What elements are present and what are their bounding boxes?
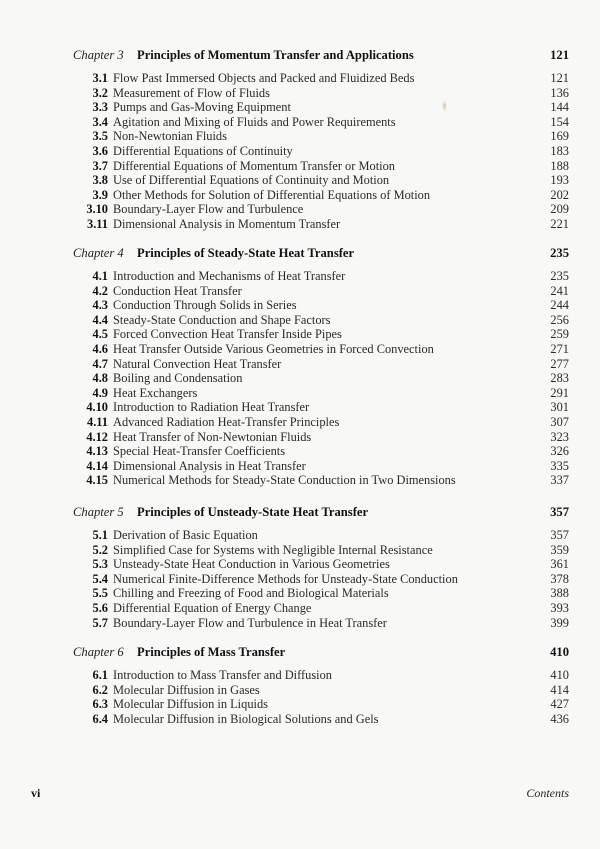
toc-entry[interactable]	[0, 459, 600, 474]
section-title: Boundary-Layer Flow and Turbulence	[113, 202, 304, 217]
toc-entry[interactable]	[0, 202, 600, 217]
toc-entry[interactable]	[0, 357, 600, 372]
chapter-label: Chapter 4	[73, 246, 124, 260]
section-page: 271	[550, 341, 569, 356]
section-number: 5.2	[92, 542, 108, 557]
section-page: 277	[550, 356, 569, 371]
toc-entry[interactable]	[0, 327, 600, 342]
section-page: 259	[550, 327, 569, 342]
section-page: 388	[550, 586, 569, 601]
section-page: 188	[550, 158, 569, 173]
section-page: 169	[550, 129, 569, 144]
section-page: 256	[550, 312, 569, 327]
section-title: Dimensional Analysis in Heat Transfer	[113, 458, 306, 473]
section-title: Heat Exchangers	[113, 385, 198, 400]
section-list	[0, 668, 600, 726]
section-number: 4.4	[92, 312, 108, 327]
section-title: Molecular Diffusion in Biological Solutions and Gels	[113, 711, 379, 726]
section-title: Differential Equations of Momentum Transfer or Motion	[113, 158, 395, 173]
section-number: 5.5	[92, 586, 108, 601]
section-page: 235	[550, 269, 569, 283]
section-number: 5.6	[92, 600, 108, 615]
section-page: 291	[550, 385, 569, 400]
section-title: Natural Convection Heat Transfer	[113, 356, 282, 371]
toc-entry[interactable]	[0, 313, 600, 328]
section-page: 183	[550, 143, 569, 158]
section-title: Heat Transfer of Non-Newtonian Fluids	[113, 429, 312, 444]
toc-entry[interactable]	[0, 269, 600, 284]
section-number: 4.15	[86, 473, 108, 488]
section-page: 301	[550, 400, 569, 415]
section-title: Numerical Finite-Difference Methods for Unsteady-State Conduction	[113, 571, 458, 586]
section-title: Introduction to Radiation Heat Transfer	[113, 400, 310, 415]
toc-entry[interactable]	[0, 298, 600, 313]
toc-entry[interactable]	[0, 100, 600, 115]
section-number: 5.7	[92, 615, 108, 630]
toc-entry[interactable]	[0, 415, 600, 430]
section-title: Derivation of Basic Equation	[113, 528, 258, 542]
section-number: 4.2	[92, 283, 108, 298]
section-title: Conduction Heat Transfer	[113, 283, 242, 298]
section-number: 6.2	[92, 682, 108, 697]
toc-entry[interactable]	[0, 284, 600, 299]
toc-entry[interactable]	[0, 543, 600, 558]
toc-entry[interactable]	[0, 557, 600, 572]
chapter-heading[interactable]	[0, 645, 600, 663]
toc-entry[interactable]	[0, 683, 600, 698]
section-title: Chilling and Freezing of Food and Biological Materials	[113, 586, 389, 601]
section-number: 4.3	[92, 298, 108, 313]
toc-entry[interactable]	[0, 430, 600, 445]
chapter-title: Principles of Steady-State Heat Transfer	[137, 246, 355, 260]
section-number: 4.12	[86, 429, 108, 444]
toc-entry[interactable]	[0, 159, 600, 174]
running-title: Contents	[526, 786, 569, 800]
section-title: Molecular Diffusion in Gases	[113, 682, 260, 697]
toc-entry[interactable]	[0, 444, 600, 459]
section-page: 337	[550, 473, 569, 488]
section-page: 361	[550, 557, 569, 572]
section-title: Use of Differential Equations of Continuity and Motion	[113, 173, 390, 188]
section-page: 209	[550, 202, 569, 217]
section-page: 427	[550, 697, 569, 712]
chapter-label: Chapter 5	[73, 505, 124, 519]
section-title: Numerical Methods for Steady-State Conduction in Two Dimensions	[113, 473, 456, 488]
section-number: 3.11	[87, 216, 108, 231]
section-list	[0, 528, 600, 630]
section-title: Non-Newtonian Fluids	[113, 129, 227, 144]
toc-entry[interactable]	[0, 188, 600, 203]
section-list	[0, 71, 600, 232]
section-title: Other Methods for Solution of Differential Equations of Motion	[113, 187, 431, 202]
section-list	[0, 269, 600, 488]
section-number: 4.13	[86, 444, 108, 459]
chapter-page: 410	[550, 645, 569, 659]
section-number: 5.1	[92, 528, 108, 542]
section-page: 221	[550, 216, 569, 231]
section-page: 202	[550, 187, 569, 202]
section-title: Differential Equations of Continuity	[113, 143, 293, 158]
toc-entry[interactable]	[0, 616, 600, 631]
chapter-section	[0, 505, 600, 630]
page-number: vi	[31, 786, 41, 800]
section-title: Unsteady-State Heat Conduction in Various Geometries	[113, 557, 390, 572]
section-page: 410	[550, 668, 569, 682]
section-number: 4.10	[86, 400, 108, 415]
toc-entry[interactable]	[0, 144, 600, 159]
section-number: 4.6	[92, 341, 108, 356]
section-number: 3.4	[92, 114, 108, 129]
section-number: 4.14	[86, 458, 108, 473]
section-number: 4.5	[92, 327, 108, 342]
section-title: Flow Past Immersed Objects and Packed and Fluidized Beds	[113, 71, 415, 85]
section-number: 3.10	[86, 202, 108, 217]
section-page: 378	[550, 571, 569, 586]
toc-entry[interactable]	[0, 217, 600, 232]
section-title: Conduction Through Solids in Series	[113, 298, 297, 313]
toc-entry[interactable]	[0, 572, 600, 587]
toc-entry[interactable]	[0, 668, 600, 683]
section-number: 6.1	[92, 668, 108, 682]
chapter-section	[0, 645, 600, 726]
section-page: 283	[550, 371, 569, 386]
section-title: Advanced Radiation Heat-Transfer Principles	[113, 414, 340, 429]
section-page: 136	[550, 85, 569, 100]
section-number: 3.9	[92, 187, 108, 202]
section-number: 5.4	[92, 571, 108, 586]
toc-entry[interactable]	[0, 115, 600, 130]
section-number: 4.7	[92, 356, 108, 371]
section-title: Molecular Diffusion in Liquids	[113, 697, 268, 712]
section-title: Agitation and Mixing of Fluids and Power Requirements	[113, 114, 396, 129]
toc-entry[interactable]	[0, 528, 600, 543]
chapter-page: 235	[550, 246, 569, 260]
section-title: Heat Transfer Outside Various Geometries in Forced Convection	[113, 341, 434, 356]
toc-entry[interactable]	[0, 586, 600, 601]
chapter-page: 121	[550, 48, 569, 62]
section-title: Differential Equation of Energy Change	[113, 600, 312, 615]
section-title: Boundary-Layer Flow and Turbulence in Heat Transfer	[113, 615, 387, 630]
toc-entry[interactable]	[0, 601, 600, 616]
section-page: 323	[550, 429, 569, 444]
section-title: Steady-State Conduction and Shape Factors	[113, 312, 331, 327]
section-page: 335	[550, 458, 569, 473]
chapter-section	[0, 48, 600, 232]
section-number: 5.3	[92, 557, 108, 572]
section-page: 326	[550, 444, 569, 459]
toc-entry[interactable]	[0, 129, 600, 144]
section-number: 3.6	[92, 143, 108, 158]
section-number: 4.9	[92, 385, 108, 400]
chapter-title: Principles of Unsteady-State Heat Transfer	[137, 505, 369, 519]
section-page: 144	[550, 100, 569, 115]
section-title: Special Heat-Transfer Coefficients	[113, 444, 286, 459]
section-page: 359	[550, 542, 569, 557]
chapter-label: Chapter 3	[73, 48, 124, 62]
chapter-heading[interactable]	[0, 48, 600, 66]
section-number: 6.3	[92, 697, 108, 712]
section-number: 3.7	[92, 158, 108, 173]
chapter-label: Chapter 6	[73, 645, 124, 659]
chapter-title: Principles of Mass Transfer	[137, 645, 286, 659]
section-title: Boiling and Condensation	[113, 371, 243, 386]
section-title: Introduction to Mass Transfer and Diffusion	[113, 668, 333, 682]
toc-entry[interactable]	[0, 173, 600, 188]
chapter-section	[0, 246, 600, 488]
chapter-title: Principles of Momentum Transfer and Applications	[137, 48, 414, 62]
toc-entry[interactable]	[0, 400, 600, 415]
section-page: 414	[550, 682, 569, 697]
section-number: 4.8	[92, 371, 108, 386]
chapter-heading[interactable]	[0, 246, 600, 264]
section-page: 244	[550, 298, 569, 313]
section-page: 307	[550, 414, 569, 429]
section-title: Introduction and Mechanisms of Heat Transfer	[113, 269, 346, 283]
toc-entry[interactable]	[0, 86, 600, 101]
toc-entry[interactable]	[0, 71, 600, 86]
toc-entry[interactable]	[0, 371, 600, 386]
section-number: 3.8	[92, 173, 108, 188]
section-page: 393	[550, 600, 569, 615]
section-page: 357	[550, 528, 569, 542]
chapter-heading[interactable]	[0, 505, 600, 523]
toc-entry[interactable]	[0, 342, 600, 357]
section-page: 154	[550, 114, 569, 129]
toc-entry[interactable]	[0, 473, 600, 488]
chapter-page: 357	[550, 505, 569, 519]
section-title: Dimensional Analysis in Momentum Transfer	[113, 216, 341, 231]
section-number: 3.5	[92, 129, 108, 144]
section-number: 4.11	[87, 414, 108, 429]
section-page: 121	[550, 71, 569, 85]
section-number: 6.4	[92, 711, 108, 726]
section-title: Measurement of Flow of Fluids	[113, 85, 270, 100]
toc-entry[interactable]	[0, 697, 600, 712]
section-number: 3.2	[92, 85, 108, 100]
toc-entry[interactable]	[0, 712, 600, 727]
section-number: 3.1	[92, 71, 108, 85]
section-title: Pumps and Gas-Moving Equipment	[113, 100, 291, 115]
section-number: 4.1	[92, 269, 108, 283]
toc-entry[interactable]	[0, 386, 600, 401]
section-number: 3.3	[92, 100, 108, 115]
section-page: 399	[550, 615, 569, 630]
section-page: 193	[550, 173, 569, 188]
section-title: Forced Convection Heat Transfer Inside Pipes	[113, 327, 342, 342]
section-title: Simplified Case for Systems with Negligible Internal Resistance	[113, 542, 433, 557]
section-page: 241	[550, 283, 569, 298]
section-page: 436	[550, 711, 569, 726]
